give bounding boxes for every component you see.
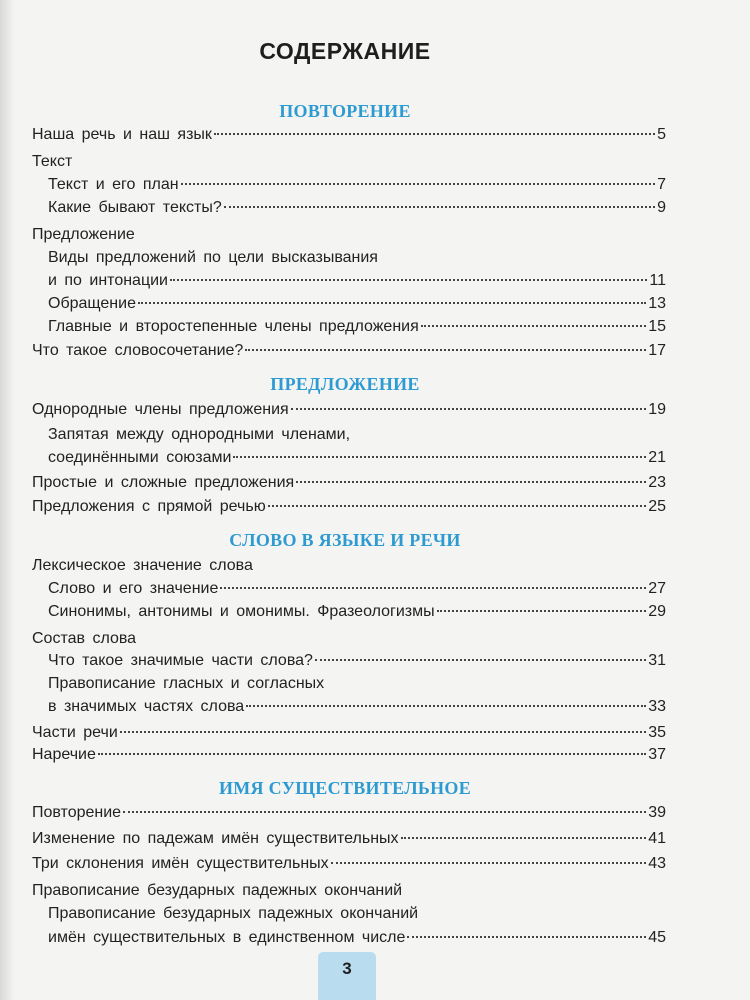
dot-leader (315, 659, 646, 661)
toc-entry-page: 29 (648, 603, 666, 620)
dot-leader (120, 731, 646, 733)
toc-entry-page: 21 (648, 449, 666, 466)
dot-leader (170, 279, 647, 281)
dot-leader (268, 505, 646, 507)
dot-leader (296, 481, 646, 483)
toc-entry-title: Наша речь и наш язык (32, 126, 212, 143)
toc-entry-page: 37 (648, 746, 666, 763)
section-heading: СЛОВО В ЯЗЫКЕ И РЕЧИ (229, 530, 461, 550)
toc-entry-page: 23 (648, 474, 666, 491)
toc-entry[interactable] (32, 855, 666, 877)
toc-entry-page: 33 (648, 698, 666, 715)
toc-entry[interactable] (48, 698, 666, 720)
dot-leader (407, 936, 646, 938)
toc-entry-title: Запятая между однородными членами, (48, 426, 351, 443)
toc-entry-title: Обращение (48, 295, 136, 312)
toc-entry-title: Простые и сложные предложения (32, 474, 295, 491)
toc-entry[interactable] (32, 724, 666, 746)
toc-entry[interactable] (32, 401, 666, 423)
dot-leader (246, 705, 646, 707)
toc-entry-title: Какие бывают тексты? (48, 199, 222, 216)
toc-entry-page: 27 (648, 580, 666, 597)
toc-entry-title: Главные и второстепенные члены предложения (48, 318, 419, 335)
toc-entry-title: Правописание безударных падежных окончаний (32, 882, 403, 899)
toc-entry[interactable] (32, 342, 666, 364)
toc-entry-title: Повторение (32, 804, 122, 821)
toc-entry-title: Части речи (32, 724, 118, 741)
toc-entry[interactable] (32, 226, 666, 248)
toc-entry-page: 45 (648, 929, 666, 946)
toc-entry-title: Текст и его план (48, 176, 179, 193)
toc-entry-title: в значимых частях слова (48, 698, 245, 715)
toc-entry[interactable] (32, 804, 666, 826)
toc-entry[interactable] (32, 153, 666, 175)
toc-entry-page: 25 (648, 498, 666, 515)
dot-leader (437, 610, 647, 612)
toc-entry[interactable] (32, 630, 666, 652)
toc-entry-title: Синонимы, антонимы и омонимы. Фразеологизмы (48, 603, 435, 620)
toc-entry-page: 35 (648, 724, 666, 741)
section-heading: ПРЕДЛОЖЕНИЕ (270, 374, 420, 394)
toc-entry[interactable] (32, 474, 666, 496)
toc-entry-title: Состав слова (32, 630, 137, 647)
toc-entry[interactable] (48, 199, 666, 221)
dot-leader (138, 302, 646, 304)
dot-leader (331, 862, 647, 864)
toc-entry-page: 7 (657, 176, 666, 193)
dot-leader (224, 206, 655, 208)
toc-entry[interactable] (48, 318, 666, 340)
section-heading: ИМЯ СУЩЕСТВИТЕЛЬНОЕ (218, 778, 472, 798)
toc-entry-title: соединёнными союзами (48, 449, 232, 466)
toc-entry-page: 9 (657, 199, 666, 216)
toc-entry-title: Изменение по падежам имён существительных (32, 830, 399, 847)
toc-entry-page: 43 (648, 855, 666, 872)
dot-leader (220, 587, 646, 589)
toc-entry-title: Что такое словосочетание? (32, 342, 244, 359)
dot-leader (245, 349, 646, 351)
toc-entry-title: Три склонения имён существительных (32, 855, 329, 872)
toc-entry-title: и по интонации (48, 272, 168, 289)
toc-entry[interactable] (32, 557, 666, 579)
toc-entry[interactable] (48, 652, 666, 674)
toc-entry[interactable] (32, 498, 666, 520)
toc-entry-page: 19 (648, 401, 666, 418)
page-title: СОДЕРЖАНИЕ (259, 38, 431, 64)
toc-entry-title: Однородные члены предложения (32, 401, 289, 418)
toc-entry-page: 39 (648, 804, 666, 821)
toc-entry-title: Что такое значимые части слова? (48, 652, 313, 669)
toc-entry[interactable] (48, 929, 666, 951)
toc-entry[interactable] (32, 126, 666, 148)
toc-entry-title: Текст (32, 153, 73, 170)
toc-entry-title: Наречие (32, 746, 96, 763)
toc-entry[interactable] (48, 249, 666, 271)
toc-entry-title: Виды предложений по цели высказывания (48, 249, 378, 266)
toc-entry[interactable] (48, 449, 666, 471)
toc-entry-title: Лексическое значение слова (32, 557, 253, 574)
toc-entry-page: 5 (657, 126, 666, 143)
dot-leader (181, 183, 656, 185)
page-number-tab: 3 (318, 952, 376, 1000)
toc-entry[interactable] (32, 746, 666, 768)
toc-entry-title: Правописание гласных и согласных (48, 675, 325, 692)
toc-entry[interactable] (48, 426, 666, 448)
toc-entry[interactable] (32, 830, 666, 852)
toc-entry-page: 11 (649, 272, 666, 289)
toc-entry[interactable] (48, 603, 666, 625)
toc-entry-page: 17 (648, 342, 666, 359)
toc-entry[interactable] (32, 882, 666, 904)
toc-entry[interactable] (48, 272, 666, 294)
toc-entry-title: Предложение (32, 226, 135, 243)
toc-entry-page: 15 (648, 318, 666, 335)
section-heading: ПОВТОРЕНИЕ (279, 101, 411, 121)
dot-leader (123, 811, 646, 813)
toc-entry-page: 41 (648, 830, 666, 847)
dot-leader (214, 133, 655, 135)
page-edge-shadow (0, 0, 14, 1000)
dot-leader (421, 325, 646, 327)
dot-leader (291, 408, 647, 410)
toc-entry[interactable] (48, 176, 666, 198)
toc-entry[interactable] (48, 580, 666, 602)
toc-entry[interactable] (48, 295, 666, 317)
toc-entry-title: Правописание безударных падежных окончаний (48, 905, 419, 922)
toc-entry-title: Предложения с прямой речью (32, 498, 266, 515)
toc-entry-title: Слово и его значение (48, 580, 219, 597)
dot-leader (401, 837, 647, 839)
toc-entry-page: 13 (648, 295, 666, 312)
toc-entry[interactable] (48, 675, 666, 697)
toc-entry-page: 31 (648, 652, 666, 669)
dot-leader (98, 753, 646, 755)
toc-entry-title: имён существительных в единственном числе (48, 929, 406, 946)
toc-entry[interactable] (48, 905, 666, 927)
dot-leader (233, 456, 646, 458)
